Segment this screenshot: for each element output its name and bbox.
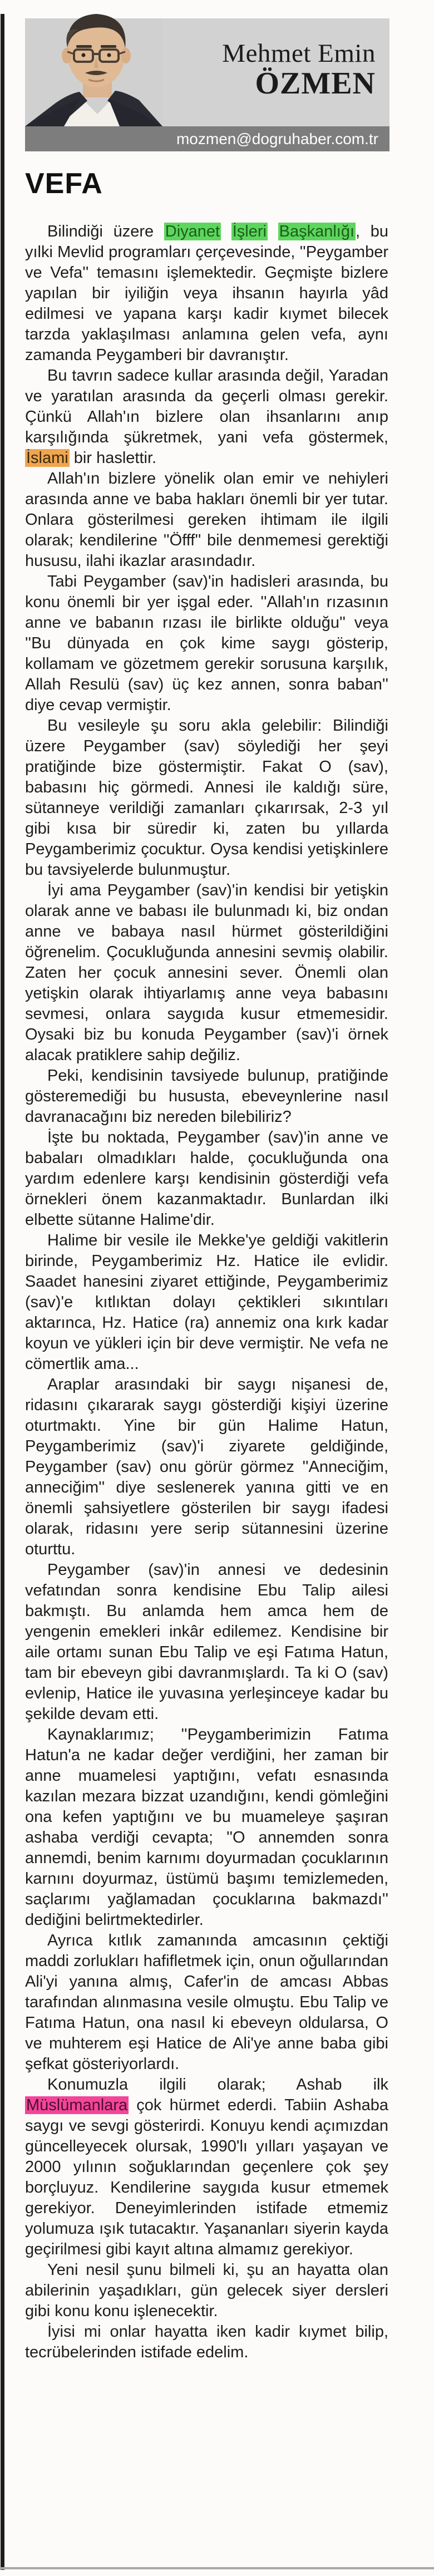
article-paragraph: Kaynaklarımız; ''Peygamberimizin Fatıma Hatun'a ne kadar değer verdiğini, her zaman bir anne muamelesi yaptığını, vefatı esnasında kazılan mezara bizzat uzandığını, kendi gömleğini ona kefen yaptığını ve bu muameleye şaşıran ashaba verdiği cevapta; ''O annemden sonra annemdi, benim karnımı doyurmadan çocuklarının karnını doyurmaz, üstümü başımı temizlemeden, saçlarımı yağlamadan çocuklarına bakmazdı'' dediğini belirtmektedirler. bbox=[25, 1726, 388, 1929]
author-masthead bbox=[25, 18, 389, 151]
column-divider-bottom bbox=[0, 2567, 434, 2569]
author-last-name: ÖZMEN bbox=[255, 66, 376, 101]
author-first-name: Mehmet Emin bbox=[222, 39, 376, 68]
article-paragraph: Peygamber (sav)'in annesi ve dedesinin vefatından sonra kendisine Ebu Talip ailesi bakmıştı. Bu anlamda hem amca hem de yengenin emekleri inkâr edilemez. Kendisine bir aile ortamı sunan Ebu Talip ve eşi Fatıma Hatun, tam bir ebeveyn gibi davranmışlardı. Ta ki O (sav) evlenip, Hatice ile yuvasına yerleşinceye kadar bu şekilde devam etti. bbox=[25, 1561, 388, 1723]
article-body bbox=[25, 221, 388, 2559]
article-paragraph: Yeni nesil şunu bilmeli ki, şu an hayatta olan abilerinin yaşadıkları, gün gelecek siyer dersleri gibi konu konu işlenecektir. bbox=[25, 2261, 388, 2320]
article-paragraph: Tabi Peygamber (sav)'in hadisleri arasında, bu konu önemli bir yer işgal eder. ''Allah'ın rızasının anne ve babanın rızası ile birlikte olduğu'' veya ''Bu dünyada en çok kime saygı gösterip, kollamam ve gözetmem gerekir sorusuna karşılık, Allah Resulü (sav) üç kez annen, sonra baban'' diye cevap vermiştir. bbox=[25, 573, 388, 714]
author-name-block bbox=[222, 40, 376, 100]
article-paragraph: Allah'ın bizlere yönelik olan emir ve nehiyleri arasında anne ve baba hakları önemli bir yer tutar. Onlara gösterilmesi gereken ihtimam ile ilgili olarak; kendilerine ''Öfff'' bile denmemesi gerektiği hususu, ilahi ikazlar arasındadır. bbox=[25, 470, 388, 570]
article-paragraph: Peki, kendisinin tavsiyede bulunup, pratiğinde gösteremediği bu hususta, ebeveynlerine nasıl davranacağını biz nereden bilebiliriz? bbox=[25, 1067, 388, 1126]
column-divider-left bbox=[1, 14, 4, 2570]
article-paragraph: İşte bu noktada, Peygamber (sav)'in anne ve babaları olmadıkları halde, çocukluğunda ona yardım edenlere karşı kendisinin gösterdiği vefa örnekleri önem kazanmaktadır. Bunlardan ilki elbette sütanne Halime'dir. bbox=[25, 1129, 388, 1229]
highlight-green: İşleri bbox=[232, 223, 267, 240]
article-paragraph: İyisi mi onlar hayatta iken kadir kıymet bilip, tecrübelerinden istifade edelim. bbox=[25, 2323, 388, 2361]
article-title: VEFA bbox=[25, 168, 103, 200]
article-paragraph: Halime bir vesile ile Mekke'ye geldiği vakitlerin birinde, Peygamberimiz Hz. Hatice ile evlidir. Saadet hanesini ziyaret ettiğinde, Peygamberimiz (sav)'e kıtlıktan dolayı çektikleri sıkıntıları aktarınca, Hz. Hatice (ra) annemiz ona kırk kadar koyun ve yükleri için bir deve vermiştir. Ne vefa ne cömertlik ama... bbox=[25, 1232, 388, 1373]
article-paragraph: Bilindiği üzere Diyanet İşleri Başkanlığı, bu yılki Mevlid programları çerçevesinde, ''Peygamber ve Vefa'' temasını işlemektedir. Geçmişte bizlere yapılan bir iyiliğin veya ihsanın hayırla yâd edilmesi ve yapana karşı kadir kıymet bilecek tarzda yaklaşılması anlamına gelen vefa, aynı zamanda Peygamberi bir davranıştır. bbox=[25, 223, 388, 364]
email-bar bbox=[25, 126, 389, 151]
author-email: mozmen@dogruhaber.com.tr bbox=[176, 130, 378, 147]
article-paragraph: Ayrıca kıtlık zamanında amcasının çektiği maddi zorlukları hafifletmek için, onun oğullarından Ali'yi yanına almış, Cafer'in de amcası Abbas tarafından alınmasına vesile olmuştu. Ebu Talip ve Fatıma Hatun, ona nasıl ki ebeveyn oldularsa, O ve muhterem eşi Hatice de Ali'ye anne baba gibi şefkat gösteriyorlardı. bbox=[25, 1932, 388, 2073]
highlight-pink: Müslümanlara bbox=[26, 2096, 128, 2114]
article-paragraph: İyi ama Peygamber (sav)'in kendisi bir yetişkin olarak anne ve babası ile bulunmadı ki, biz ondan anne ve babaya nasıl hürmet gösterildiğini öğrenelim. Çocukluğunda annesini sevmiş olabilir. Zaten her çocuk annesini sever. Önemli olan yetişkin olarak ihtiyarlamış anne veya babasını sevmesi, onlara saygıda kusur etmemesidir. Oysaki biz bu konuda Peygamber (sav)'i örnek alacak pratiklere sahip değiliz. bbox=[25, 881, 388, 1064]
author-photo bbox=[25, 3, 162, 126]
highlight-orange: İslami bbox=[26, 449, 68, 467]
article-paragraph: Bu vesileyle şu soru akla gelebilir: Bilindiği üzere Peygamber (sav) söylediği her şeyi pratiğinde bize göstermiştir. Fakat O (sav), babasını hiç görmedi. Annesi ile kaldığı süre, sütanneye verildiği zamanları çıkarırsak, 2-3 yıl gibi kısa bir süredir ki, zaten bu yıllarda Peygamberimiz çocuktur. Oysa kendisi yetişkinlere bu tavsiyelerde bulunmuştur. bbox=[25, 717, 388, 879]
article-paragraph: Araplar arasındaki bir saygı nişanesi de, ridasını çıkararak saygı gösterdiği kişiyi üzerine oturtmaktı. Yine bir gün Halime Hatun, Peygamberimiz (sav)'i ziyarete geldiğinde, Peygamber (sav) onu görür görmez ''Anneciğim, anneciğim'' diye seslenerek yanına gitti ve en önemli şahsiyetlere gösterilen bir saygı ifadesi olarak, ridasını yere serip sütannesini üzerine oturttu. bbox=[25, 1376, 388, 1558]
highlight-green: Diyanet bbox=[165, 223, 220, 240]
highlight-green: Başkanlığı bbox=[279, 223, 355, 240]
article-paragraph: Bu tavrın sadece kullar arasında değil, Yaradan ve yaratılan arasında da geçerli olması gerekir. Çünkü Allah'ın bizlere olan ihsanlarını anıp karşılığında şükretmek, yani vefa göstermek, İslami bir haslettir. bbox=[25, 367, 388, 467]
article-paragraph: Konumuzla ilgili olarak; Ashab ilk Müslümanlara çok hürmet ederdi. Tabiin Ashaba saygı ve sevgi gösterirdi. Konuyu kendi açımızdan güncelleyecek olursak, 1990'lı yılları yaşayan ve 2000 yılının soğuklarından geçenlere çok şey borçluyuz. Kendilerine saygıda kusur etmemek gerekiyor. Deneyimlerinden istifade etmemiz yolumuza ışık tutacaktır. Yaşananları siyerin kayda geçirilmesi gibi kayıt altına almamız gerekiyor. bbox=[25, 2076, 388, 2258]
